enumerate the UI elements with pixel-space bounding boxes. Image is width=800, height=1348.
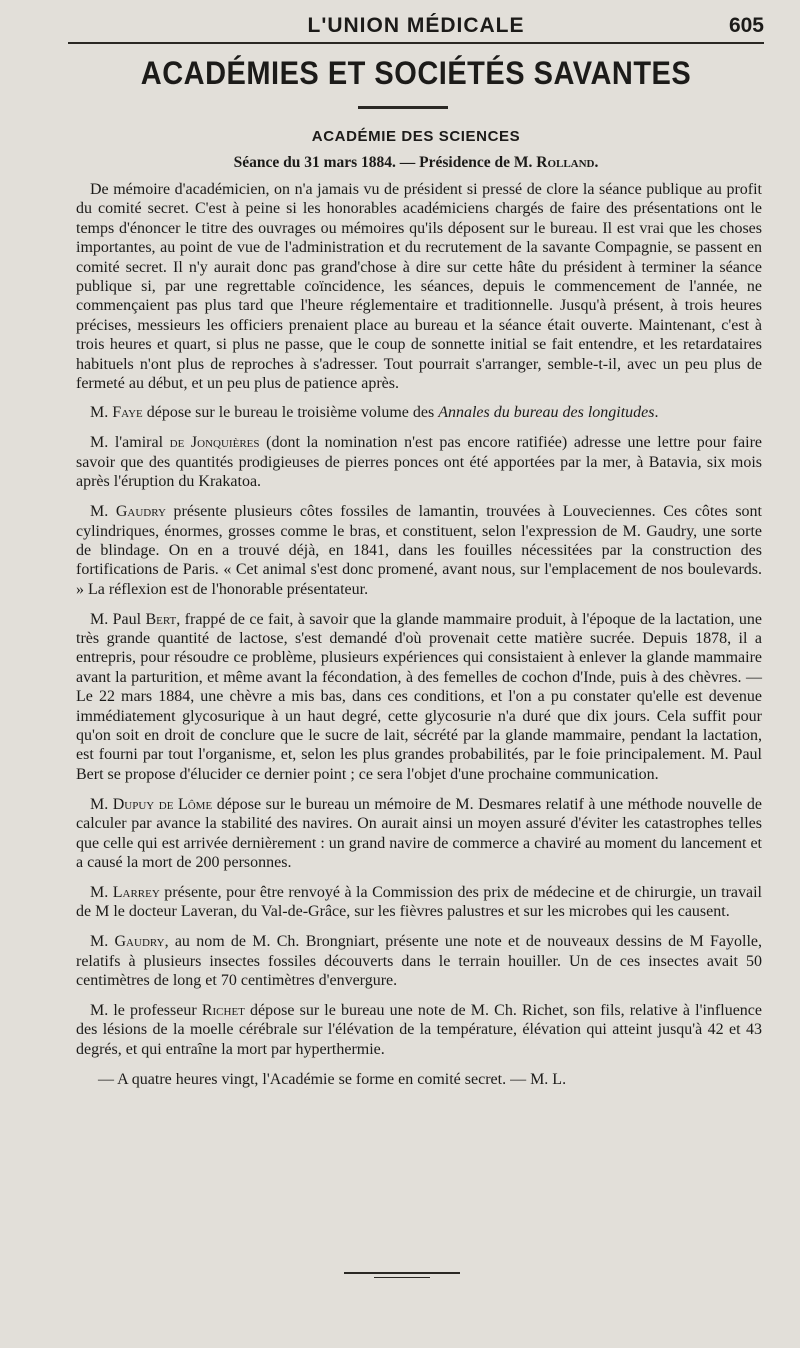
name-richet: Richet: [201, 1001, 245, 1019]
annales-title: Annales du bureau des longitudes: [438, 404, 655, 422]
session-president: Rolland.: [536, 154, 599, 171]
paragraph-faye-text: dépose sur le bureau le troisième volume des: [142, 404, 439, 422]
paragraph-larrey: M. Larrey présente, pour être renvoyé à la Commission des prix de médecine et de chirurgie, un travail de M le docteur Laveran, du Val-de-Grâce, sur les fièvres palustres et sur les microbes qui les causent.: [76, 883, 762, 921]
session-prefix: Séance du 31 mars 1884. — Présidence de M.: [233, 154, 533, 171]
article-body: [76, 180, 762, 1100]
name-gaudry: Gaudry: [115, 503, 166, 521]
paragraph-gaudry-insectes-text: , au nom de M. Ch. Brongniart, présente une note et de nouveaux dessins de M Fayolle, relatifs à plusieurs insectes fossiles découverts dans le terrain houiller. Un de ces insectes avait 50 centimètres de long et 70 centimètres d'envergure.: [76, 933, 763, 990]
name-larrey: Larrey: [112, 883, 160, 901]
subsection-title: ACADÉMIE DES SCIENCES: [311, 128, 521, 145]
paragraph-gaudry-lamantin: M. Gaudry présente plusieurs côtes fossiles de lamantin, trouvées à Louveciennes. Ces côtes sont cylindriques, énormes, grosses comme le bras, et constituent, selon l'expression de M. Gaudry, une sorte de blindage. On en a trouvé déjà, en 1841, dans les fouilles nécessitées par la construction des fortifications de Paris. « Cet animal s'est donc promené, avant nous, sur l'emplacement de nos boulevards. » La réflexion est de l'honorable présentateur.: [76, 503, 762, 598]
paragraph-dupuy-de-lome: M. Dupuy de Lôme dépose sur le bureau un mémoire de M. Desmares relatif à une méthode nouvelle de calculer par avance la stabilité des navires. On aurait ainsi un moyen assuré d'éviter les catastrophes telles que celle qui est arrivée dernièrement : un grand navire de commerce a chaviré au moment du lancement et a causé la mort de 200 personnes.: [76, 795, 763, 871]
paragraph-bert: [76, 610, 762, 785]
running-header: [68, 14, 764, 44]
paragraph-richet: [76, 1001, 762, 1059]
running-title: L'UNION MÉDICALE: [307, 14, 525, 37]
paragraph-dupuy-text: dépose sur le bureau un mémoire de M. Desmares relatif à une méthode nouvelle de calculer par avance la stabilité des navires. On aurait ainsi un moyen assuré d'éviter les catastrophes telles que celle qui est arrivée dernièrement : un grand navire de commerce a chaviré au moment du lancement et a causé la mort de 200 personnes.: [76, 795, 763, 871]
paragraph-jonquieres-text: (dont la nomination n'est pas encore ratifiée) adresse une lettre pour faire savoir que des quantités prodigieuses de pierres ponces ont été apportées par la mer, à Batavia, six mois après l'éruption du Krakatoa.: [76, 434, 762, 491]
paragraph-faye-end: .: [654, 404, 659, 422]
paragraph-richet-prefix: M. le professeur: [90, 1001, 202, 1019]
name-gaudry-2: Gaudry: [114, 933, 165, 951]
name-bert: Bert: [145, 610, 177, 628]
paragraph-bert-prefix: M. Paul: [90, 610, 146, 628]
session-line: [68, 154, 764, 172]
paragraph-faye: M. Faye dépose sur le bureau le troisième volume des Annales du bureau des longitudes.: [90, 404, 659, 422]
paragraph-gaudry-insectes: M. Gaudry, au nom de M. Ch. Brongniart, présente une note et de nouveaux dessins de M Fayolle, relatifs à plusieurs insectes fossiles découverts dans le terrain houiller. Un de ces insectes avait 50 centimètres de long et 70 centimètres d'envergure.: [76, 933, 763, 990]
paragraph-richet-text: dépose sur le bureau une note de M. Ch. Richet, son fils, relative à l'influence des lésions de la moelle cérébrale sur l'élévation de la température, élévation qui atteint jusqu'à 42 et 43 degrés, et qui entraîne la mort par hyperthermie.: [76, 1001, 762, 1058]
paragraph-larrey-text: présente, pour être renvoyé à la Commission des prix de médecine et de chirurgie, un travail de M le docteur Laveran, du Val-de-Grâce, sur les fièvres palustres et sur les microbes qui les causent.: [76, 883, 762, 921]
paragraph-intro: De mémoire d'académicien, on n'a jamais vu de président si pressé de clore la séance publique au profit du comité secret. C'est à peine si les honorables académiciens chargés de faire des présentations ont le temps d'énoncer le titre des ouvrages ou mémoires qu'ils déposent sur le bureau. Il est vrai que les choses importantes, au point de vue de l'administration et du recrutement de la savante Compagnie, se passent en comité secret. Il n'y aurait donc pas grand'chose à dire sur cette hâte du président à terminer la séance publique si, par une regrettable coïncidence, les séances, depuis le commencement de l'année, ne commençaient pas plus tard que l'heure réglementaire et traditionnelle. Jusqu'à présent, à trois heures précises, messieurs les officiers prenaient place au bureau et la séance était ouverte. Maintenant, c'est à trois heures et quart, si plus ne passe, que le coup de sonnette initial se fait entendre, et les retardataires habituels n'ont plus de reproches à s'adresser. Tout pourrait s'arranger, semble-t-il, avec un peu plus de fermeté au début, et un peu plus de patience après.: [76, 181, 762, 393]
paragraph-gaudry-text: présente plusieurs côtes fossiles de lamantin, trouvées à Louveciennes. Ces côtes sont cylindriques, énormes, grosses comme le bras, et constituent, selon l'expression de M. Gaudry, une sorte de blindage. On en a trouvé déjà, en 1841, dans les fouilles nécessitées par la construction des fortifications de Paris. « Cet animal s'est donc promené, avant nous, sur l'emplacement de nos boulevards. » La réflexion est de l'honorable présentateur.: [76, 503, 762, 598]
signoff-line: — A quatre heures vingt, l'Académie se forme en comité secret. — M. L.: [98, 1070, 567, 1088]
page-number: 605: [728, 14, 764, 37]
name-dupuy-de-lome: Dupuy de Lôme: [112, 795, 213, 813]
name-jonquieres: de Jonquières: [169, 434, 260, 452]
section-title: ACADÉMIES ET SOCIÉTÉS SAVANTES: [140, 56, 692, 92]
end-ornament-rule: [344, 1272, 460, 1274]
title-rule: [358, 106, 448, 109]
paragraph-jonquieres: [76, 433, 762, 491]
paragraph-bert-text: , frappé de ce fait, à savoir que la glande mammaire produit, à l'époque de la lactation, une très grande quantité de lactose, s'est demandé d'où provenait cette matière sucrée. Depuis 1878, il a entrepris, pour résoudre ce problème, plusieurs expériences qui consistaient à enlever la glande mammaire avant la parturition, et même avant la fécondation, à des femelles de cochon d'Inde, puis à des chèvres. — Le 22 mars 1884, une chèvre a mis bas, dans ces conditions, et l'on a pu constater qu'elle est devenue immédiatement glycosurique à un haut degré, cette glycosurie n'a duré que dix jours. Cela suffit pour qu'on soit en droit de conclure que le sucre de lait, sécrété par la glande mammaire, pendant la lactation, est fourni par tout l'organisme, et, selon les plus grandes probabilités, par le foie principalement. M. Paul Bert se propose d'élucider ce dernier point ; ce sera l'objet d'une prochaine communication.: [76, 610, 763, 783]
paragraph-jonquieres-prefix: M. l'amiral: [90, 434, 170, 452]
name-faye: Faye: [112, 404, 143, 422]
